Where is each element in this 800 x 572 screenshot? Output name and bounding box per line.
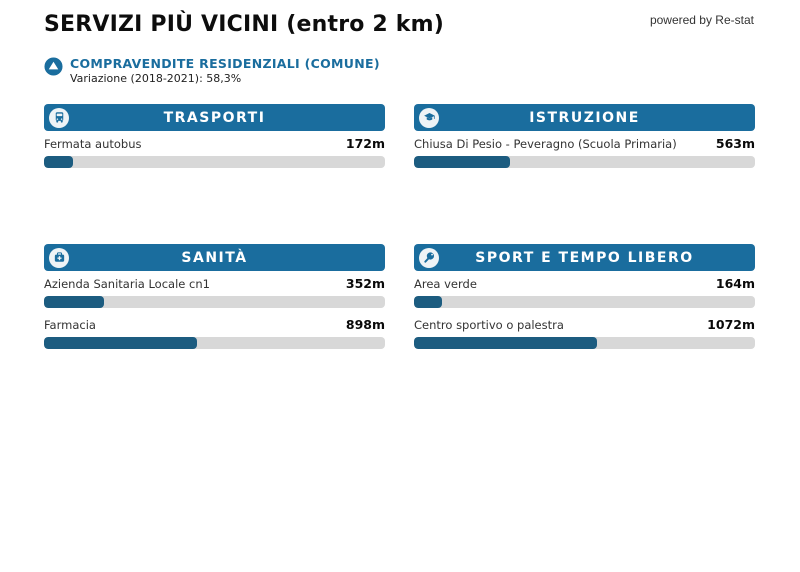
service-distance: 1072m — [707, 317, 755, 332]
summary-title: COMPRAVENDITE RESIDENZIALI (COMUNE) — [70, 56, 380, 71]
section-title: TRASPORTI — [163, 109, 266, 126]
service-row — [414, 317, 755, 349]
card-sport — [414, 244, 755, 349]
card-header-trasporti — [44, 104, 385, 131]
distance-bar-fill — [44, 337, 197, 349]
table-tennis-icon — [419, 248, 439, 268]
card-header-istruzione — [414, 104, 755, 131]
distance-bar-fill — [44, 296, 104, 308]
distance-bar-fill — [44, 156, 73, 168]
service-row — [414, 276, 755, 308]
graduation-cap-icon — [419, 108, 439, 128]
distance-bar-fill — [414, 296, 442, 308]
card-trasporti — [44, 104, 385, 168]
service-row — [44, 276, 385, 308]
first-aid-icon — [49, 248, 69, 268]
service-label: Centro sportivo o palestra — [414, 318, 564, 332]
service-distance: 563m — [715, 136, 755, 151]
powered-by-label: powered by Re-stat — [649, 13, 754, 27]
bus-icon — [49, 108, 69, 128]
service-row — [414, 136, 755, 168]
service-distance: 172m — [345, 136, 385, 151]
section-title: ISTRUZIONE — [529, 109, 640, 126]
service-row — [44, 317, 385, 349]
summary-text — [70, 56, 380, 85]
distance-bar-track — [44, 337, 385, 349]
service-label: Fermata autobus — [44, 137, 142, 151]
card-header-sport — [414, 244, 755, 271]
section-title: SANITÀ — [181, 249, 248, 266]
arrow-up-circle-icon — [44, 57, 63, 76]
service-label: Farmacia — [44, 318, 96, 332]
service-label: Area verde — [414, 277, 477, 291]
service-row — [44, 136, 385, 168]
distance-bar-track — [414, 296, 755, 308]
distance-bar-track — [414, 337, 755, 349]
service-label: Chiusa Di Pesio - Peveragno (Scuola Primaria) — [414, 137, 677, 151]
summary-block — [44, 56, 380, 85]
service-distance: 164m — [715, 276, 755, 291]
distance-bar-track — [44, 296, 385, 308]
service-distance: 898m — [345, 317, 385, 332]
distance-bar-fill — [414, 156, 510, 168]
distance-bar-track — [44, 156, 385, 168]
service-distance: 352m — [345, 276, 385, 291]
summary-subtitle: Variazione (2018-2021): 58,3% — [70, 72, 242, 85]
service-label: Azienda Sanitaria Locale cn1 — [44, 277, 210, 291]
page-title: SERVIZI PIÙ VICINI (entro 2 km) — [44, 12, 445, 37]
section-title: SPORT E TEMPO LIBERO — [475, 249, 694, 266]
card-sanita — [44, 244, 385, 349]
card-header-sanita — [44, 244, 385, 271]
card-istruzione — [414, 104, 755, 168]
distance-bar-track — [414, 156, 755, 168]
distance-bar-fill — [414, 337, 597, 349]
